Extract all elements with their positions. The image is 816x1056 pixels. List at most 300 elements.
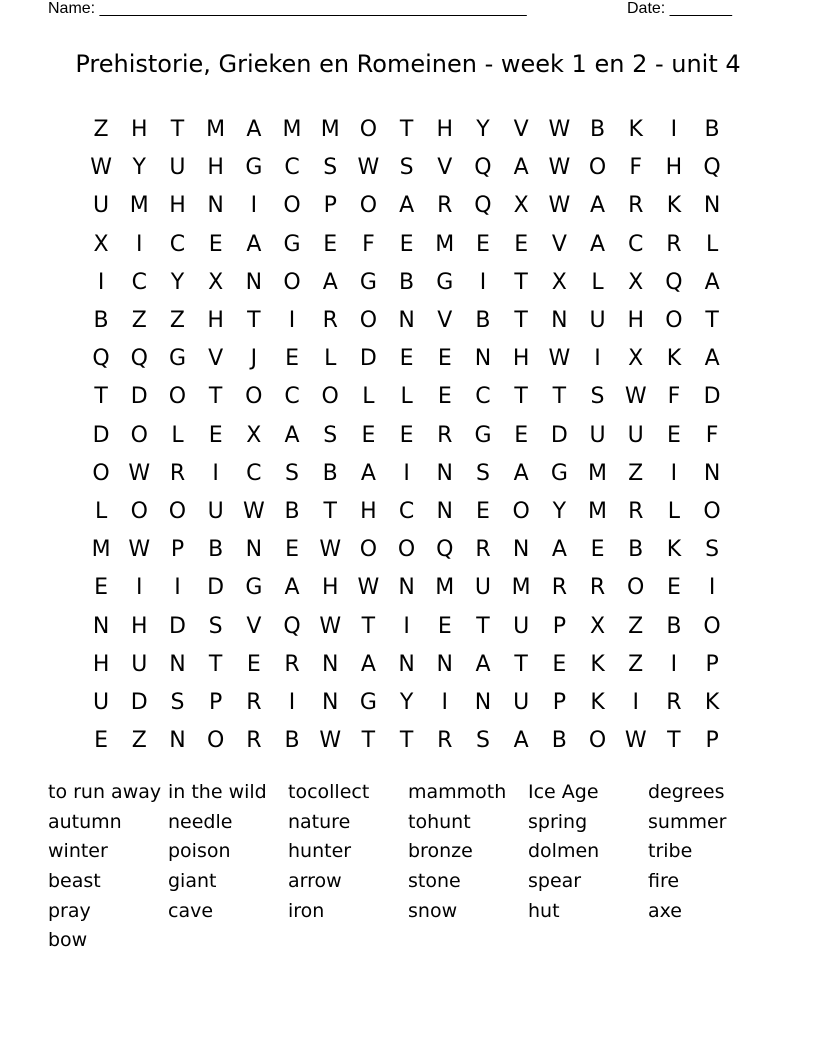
grid-cell[interactable]: N [436, 651, 454, 677]
grid-cell[interactable]: Z [628, 651, 644, 677]
word-list-item: winter [48, 840, 108, 863]
grid-cell[interactable]: I [594, 346, 601, 372]
grid-cell[interactable]: I [136, 575, 143, 601]
word-list-item: degrees [648, 781, 725, 803]
grid-cell[interactable]: O [206, 728, 225, 754]
grid-cell[interactable]: E [361, 422, 376, 448]
grid-cell[interactable]: N [474, 689, 492, 715]
grid-cell[interactable]: E [399, 422, 414, 448]
grid-cell[interactable]: T [514, 269, 528, 295]
grid-cell[interactable]: J [250, 346, 258, 372]
grid-cell[interactable]: B [551, 728, 567, 754]
grid-row [82, 684, 731, 722]
grid-cell[interactable]: I [441, 689, 449, 715]
grid-cell[interactable]: E [437, 384, 452, 410]
grid-cell[interactable]: O [283, 193, 301, 219]
grid-cell[interactable]: E [399, 231, 414, 257]
grid-cell[interactable]: F [629, 155, 643, 181]
grid-cell[interactable]: R [284, 651, 300, 677]
grid-cell[interactable]: P [552, 689, 566, 715]
grid-cell[interactable]: E [552, 651, 567, 677]
grid-cell[interactable]: H [627, 308, 644, 334]
grid-cell[interactable]: D [130, 384, 148, 410]
grid-cell[interactable]: Q [474, 155, 492, 181]
grid-cell[interactable]: U [169, 155, 186, 181]
grid-cell[interactable]: E [285, 346, 299, 372]
grid-cell[interactable]: Q [474, 193, 492, 219]
grid-cell[interactable]: X [551, 269, 567, 295]
grid-cell[interactable]: E [323, 231, 338, 257]
grid-cell[interactable]: B [399, 269, 415, 295]
grid-cell[interactable]: S [170, 689, 185, 715]
grid-cell[interactable]: X [93, 231, 109, 257]
grid-cell[interactable]: T [514, 384, 528, 410]
grid-cell[interactable]: G [474, 422, 492, 448]
grid-cell[interactable]: E [514, 422, 529, 448]
grid-cell[interactable]: G [245, 155, 263, 181]
grid-cell[interactable]: N [245, 269, 263, 295]
grid-cell[interactable]: G [245, 575, 263, 601]
grid-cell[interactable]: T [514, 651, 528, 677]
grid-cell[interactable]: X [513, 193, 529, 219]
grid-cell[interactable]: A [513, 460, 529, 486]
grid-cell[interactable]: X [628, 346, 644, 372]
grid-cell[interactable]: A [246, 231, 262, 257]
grid-cell[interactable]: Z [131, 308, 147, 334]
grid-cell[interactable]: T [208, 651, 223, 677]
grid-cell[interactable]: K [704, 689, 720, 715]
grid-cell[interactable]: T [514, 308, 528, 334]
grid-cell[interactable]: Q [92, 346, 110, 372]
grid-cell[interactable]: X [246, 422, 262, 448]
grid-cell[interactable]: M [91, 537, 111, 563]
grid-cell[interactable]: R [551, 575, 567, 601]
grid-cell[interactable]: O [703, 498, 721, 524]
grid-cell[interactable]: Q [130, 346, 148, 372]
grid-cell[interactable]: W [128, 537, 151, 563]
grid-cell[interactable]: T [94, 384, 108, 410]
grid-cell[interactable]: V [551, 231, 567, 257]
grid-cell[interactable]: N [321, 651, 339, 677]
word-list-item: needle [168, 810, 233, 833]
grid-cell[interactable]: M [129, 193, 149, 219]
grid-cell[interactable]: U [589, 422, 606, 448]
grid-cell[interactable]: O [359, 117, 378, 143]
grid-cell[interactable]: A [399, 193, 415, 219]
grid-cell[interactable]: U [589, 308, 606, 334]
grid-cell[interactable]: A [284, 575, 300, 601]
grid-cell[interactable]: N [512, 537, 530, 563]
grid-cell[interactable]: Z [131, 728, 147, 754]
grid-cell[interactable]: H [321, 575, 339, 601]
grid-cell[interactable]: W [624, 384, 647, 410]
grid-cell[interactable]: Y [170, 269, 185, 295]
grid-cell[interactable]: G [168, 346, 186, 372]
grid-cell[interactable]: N [398, 575, 415, 601]
grid-cell[interactable]: T [399, 728, 414, 754]
grid-cell[interactable]: V [437, 308, 453, 334]
grid-cell[interactable]: E [94, 575, 109, 601]
grid-cell[interactable]: U [474, 575, 492, 601]
grid-cell[interactable]: G [436, 269, 454, 295]
grid-cell[interactable]: P [705, 728, 719, 754]
grid-cell[interactable]: E [476, 498, 490, 524]
worksheet-header [48, 0, 748, 20]
grid-cell[interactable]: I [136, 231, 143, 257]
grid-cell[interactable]: W [319, 728, 342, 754]
grid-cell[interactable]: Z [93, 117, 109, 143]
grid-cell[interactable]: O [92, 460, 110, 486]
grid-cell[interactable]: O [130, 498, 148, 524]
grid-cell[interactable]: S [399, 155, 414, 181]
grid-cell[interactable]: Z [628, 613, 644, 639]
grid-cell[interactable]: T [208, 384, 223, 410]
grid-cell[interactable]: W [357, 155, 380, 181]
grid-cell[interactable]: A [551, 537, 567, 563]
grid-cell[interactable]: B [628, 537, 644, 563]
grid-cell[interactable]: E [666, 575, 681, 601]
grid-cell[interactable]: W [624, 728, 647, 754]
grid-cell[interactable]: D [207, 575, 225, 601]
grid-cell[interactable]: S [475, 728, 490, 754]
grid-cell[interactable]: Z [169, 308, 185, 334]
grid-cell[interactable]: E [437, 613, 452, 639]
grid-cell[interactable]: G [550, 460, 568, 486]
grid-cell[interactable]: O [359, 537, 378, 563]
grid-cell[interactable]: T [323, 498, 337, 524]
grid-cell[interactable]: H [131, 117, 148, 143]
grid-cell[interactable]: H [207, 308, 224, 334]
grid-cell[interactable]: P [705, 651, 719, 677]
grid-cell[interactable]: I [670, 460, 678, 486]
grid-cell[interactable]: U [93, 689, 110, 715]
grid-cell[interactable]: L [400, 384, 413, 410]
grid-cell[interactable]: T [667, 728, 681, 754]
grid-cell[interactable]: A [475, 651, 491, 677]
grid-cell[interactable]: H [169, 193, 186, 219]
word-list-item: tohunt [408, 810, 471, 833]
grid-cell[interactable]: A [513, 728, 529, 754]
grid-cell[interactable]: E [476, 231, 490, 257]
grid-cell[interactable]: B [208, 537, 224, 563]
grid-cell[interactable]: S [323, 155, 338, 181]
grid-cell[interactable]: C [628, 231, 644, 257]
grid-cell[interactable]: I [403, 460, 410, 486]
grid-cell[interactable]: O [665, 308, 683, 334]
grid-cell[interactable]: R [666, 231, 682, 257]
grid-cell[interactable]: O [703, 613, 721, 639]
grid-cell[interactable]: E [514, 231, 529, 257]
grid-cell[interactable]: O [627, 575, 645, 601]
grid-cell[interactable]: N [436, 498, 454, 524]
grid-cell[interactable]: O [321, 384, 339, 410]
grid-cell[interactable]: R [628, 498, 644, 524]
grid-cell[interactable]: N [169, 728, 186, 754]
grid-cell[interactable]: R [589, 575, 606, 601]
grid-cell[interactable]: P [209, 689, 223, 715]
grid-cell[interactable]: I [212, 460, 219, 486]
grid-cell[interactable]: A [704, 346, 720, 372]
grid-cell[interactable]: G [359, 269, 377, 295]
grid-cell[interactable]: T [705, 308, 719, 334]
grid-cell[interactable]: H [436, 117, 454, 143]
grid-cell[interactable]: C [169, 231, 186, 257]
grid-cell[interactable]: M [435, 231, 455, 257]
grid-cell[interactable]: U [93, 193, 110, 219]
grid-cell[interactable]: D [703, 384, 721, 410]
grid-cell[interactable]: L [705, 231, 719, 257]
grid-cell[interactable]: I [288, 308, 296, 334]
grid-cell[interactable]: W [548, 155, 571, 181]
grid-cell[interactable]: R [666, 689, 682, 715]
grid-cell[interactable]: I [670, 651, 678, 677]
grid-cell[interactable]: M [511, 575, 531, 601]
grid-cell[interactable]: E [666, 422, 681, 448]
grid-cell[interactable]: W [548, 346, 571, 372]
grid-cell[interactable]: A [360, 651, 376, 677]
grid-cell[interactable]: S [590, 384, 605, 410]
grid-cell[interactable]: I [708, 575, 716, 601]
grid-cell[interactable]: G [359, 689, 377, 715]
grid-cell[interactable]: P [170, 537, 185, 563]
grid-cell[interactable]: W [242, 498, 265, 524]
word-list-item: beast [48, 870, 101, 893]
grid-cell[interactable]: B [475, 308, 491, 334]
grid-cell[interactable]: B [284, 498, 300, 524]
grid-cell[interactable]: V [208, 346, 224, 372]
grid-cell[interactable]: U [207, 498, 224, 524]
grid-cell[interactable]: Q [665, 269, 683, 295]
grid-cell[interactable]: D [92, 422, 110, 448]
grid-cell[interactable]: L [171, 422, 184, 448]
grid-cell[interactable]: Q [283, 613, 301, 639]
grid-cell[interactable]: Z [628, 460, 644, 486]
grid-cell[interactable]: H [360, 498, 377, 524]
grid-cell[interactable]: P [323, 193, 337, 219]
grid-cell[interactable]: K [666, 537, 682, 563]
grid-cell[interactable]: T [399, 117, 414, 143]
grid-cell[interactable]: E [208, 422, 223, 448]
grid-cell[interactable]: F [705, 422, 719, 448]
grid-cell[interactable]: N [551, 308, 568, 334]
grid-cell[interactable]: B [322, 460, 338, 486]
grid-cell[interactable]: N [703, 460, 721, 486]
grid-cell[interactable]: V [246, 613, 262, 639]
grid-cell[interactable]: K [666, 346, 682, 372]
grid-cell[interactable]: Y [552, 498, 567, 524]
grid-cell[interactable]: O [168, 498, 187, 524]
grid-cell[interactable]: I [250, 193, 258, 219]
grid-cell[interactable]: M [588, 498, 608, 524]
grid-cell[interactable]: S [705, 537, 720, 563]
word-list-item: giant [168, 870, 217, 893]
grid-cell[interactable]: B [93, 308, 109, 334]
grid-cell[interactable]: R [628, 193, 644, 219]
grid-cell[interactable]: C [284, 155, 300, 181]
grid-cell[interactable]: C [475, 384, 491, 410]
grid-cell[interactable]: M [282, 117, 302, 143]
grid-cell[interactable]: L [667, 498, 681, 524]
grid-cell[interactable]: H [207, 155, 224, 181]
grid-cell[interactable]: R [246, 728, 262, 754]
grid-cell[interactable]: A [704, 269, 720, 295]
grid-cell[interactable]: I [479, 269, 487, 295]
word-list-item: in the wild [168, 781, 267, 803]
grid-cell[interactable]: C [246, 460, 262, 486]
grid-cell[interactable]: O [130, 422, 148, 448]
grid-cell[interactable]: K [666, 193, 682, 219]
grid-cell[interactable]: B [589, 117, 606, 143]
grid-cell[interactable]: R [475, 537, 491, 563]
grid-cell[interactable]: N [398, 651, 415, 677]
grid-cell[interactable]: O [359, 308, 378, 334]
grid-cell[interactable]: I [403, 613, 410, 639]
grid-cell[interactable]: V [513, 117, 529, 143]
grid-cell[interactable]: A [360, 460, 376, 486]
grid-cell[interactable]: N [245, 537, 263, 563]
grid-cell[interactable]: D [359, 346, 377, 372]
grid-cell[interactable]: N [321, 689, 339, 715]
grid-cell[interactable]: Y [132, 155, 146, 181]
grid-cell[interactable]: R [437, 193, 453, 219]
grid-cell[interactable]: O [245, 384, 263, 410]
grid-cell[interactable]: X [208, 269, 224, 295]
grid-cell[interactable]: E [94, 728, 109, 754]
grid-cell[interactable]: W [357, 575, 380, 601]
grid-cell[interactable]: R [169, 460, 186, 486]
grid-cell[interactable]: I [174, 575, 181, 601]
grid-cell[interactable]: M [206, 117, 226, 143]
grid-cell[interactable]: L [324, 346, 337, 372]
grid-cell[interactable]: M [588, 460, 608, 486]
grid-cell[interactable]: H [665, 155, 683, 181]
grid-cell[interactable]: G [283, 231, 301, 257]
grid-cell[interactable]: W [128, 460, 151, 486]
grid-cell[interactable]: I [288, 689, 296, 715]
grid-cell[interactable]: N [703, 193, 721, 219]
grid-cell[interactable]: R [246, 689, 262, 715]
grid-cell[interactable]: N [169, 651, 186, 677]
grid-cell[interactable]: E [208, 231, 223, 257]
grid-cell[interactable]: W [548, 117, 571, 143]
grid-cell[interactable]: W [90, 155, 112, 181]
grid-row [82, 340, 731, 378]
grid-cell[interactable]: A [246, 117, 262, 143]
grid-cell[interactable]: X [589, 613, 606, 639]
grid-cell[interactable]: L [94, 498, 108, 524]
grid-cell[interactable]: E [285, 537, 299, 563]
grid-cell[interactable]: Q [703, 155, 721, 181]
grid-cell[interactable]: A [590, 231, 606, 257]
grid-cell[interactable]: T [361, 613, 376, 639]
grid-cell[interactable]: A [322, 269, 338, 295]
grid-cell[interactable]: W [319, 537, 342, 563]
grid-cell[interactable]: T [552, 384, 567, 410]
grid-cell[interactable]: U [513, 689, 530, 715]
grid-cell[interactable]: F [362, 231, 375, 257]
grid-cell[interactable]: T [361, 728, 376, 754]
grid-cell[interactable]: N [207, 193, 224, 219]
grid-cell[interactable]: M [435, 575, 455, 601]
grid-cell[interactable]: S [323, 422, 338, 448]
grid-cell[interactable]: O [283, 269, 301, 295]
grid-cell[interactable]: W [319, 613, 342, 639]
grid-cell[interactable]: N [92, 613, 110, 639]
grid-cell[interactable]: P [552, 613, 566, 639]
grid-cell[interactable]: H [92, 651, 110, 677]
grid-cell[interactable]: S [475, 460, 490, 486]
grid-cell[interactable]: O [512, 498, 530, 524]
grid-cell[interactable]: O [588, 728, 607, 754]
grid-cell[interactable]: O [397, 537, 416, 563]
grid-cell[interactable]: K [590, 651, 605, 677]
grid-cell[interactable]: O [359, 193, 378, 219]
grid-cell[interactable]: S [208, 613, 223, 639]
grid-cell[interactable]: E [399, 346, 414, 372]
grid-cell[interactable]: D [550, 422, 568, 448]
grid-cell[interactable]: U [513, 613, 530, 639]
grid-cell[interactable]: S [285, 460, 300, 486]
grid-cell[interactable]: I [670, 117, 678, 143]
grid-cell[interactable]: T [170, 117, 185, 143]
grid-cell[interactable]: C [398, 498, 415, 524]
grid-cell[interactable]: R [437, 728, 453, 754]
grid-cell[interactable]: K [590, 689, 605, 715]
grid-cell[interactable]: X [628, 269, 644, 295]
grid-cell[interactable]: B [704, 117, 720, 143]
grid-cell[interactable]: N [436, 460, 454, 486]
grid-cell[interactable]: A [590, 193, 606, 219]
grid-cell[interactable]: N [474, 346, 492, 372]
grid-cell[interactable]: U [627, 422, 644, 448]
grid-cell[interactable]: H [131, 613, 148, 639]
grid-cell[interactable]: D [130, 689, 148, 715]
grid-cell[interactable]: B [284, 728, 300, 754]
grid-cell[interactable]: E [246, 651, 261, 677]
grid-cell[interactable]: A [284, 422, 300, 448]
grid-cell[interactable]: E [590, 537, 605, 563]
grid-cell[interactable]: M [320, 117, 340, 143]
grid-cell[interactable]: Y [476, 117, 490, 143]
grid-cell[interactable]: D [168, 613, 186, 639]
grid-cell[interactable]: W [548, 193, 571, 219]
grid-cell[interactable]: T [247, 308, 261, 334]
grid-cell[interactable]: B [666, 613, 682, 639]
grid-cell[interactable]: U [131, 651, 148, 677]
grid-cell[interactable]: E [437, 346, 452, 372]
grid-cell[interactable]: R [437, 422, 453, 448]
grid-cell[interactable]: T [476, 613, 490, 639]
grid-cell[interactable]: C [284, 384, 300, 410]
grid-cell[interactable]: A [513, 155, 529, 181]
grid-cell[interactable]: C [131, 269, 147, 295]
grid-cell[interactable]: H [512, 346, 530, 372]
grid-cell[interactable]: R [322, 308, 338, 334]
grid-cell[interactable]: O [588, 155, 607, 181]
grid-cell[interactable]: L [591, 269, 604, 295]
grid-cell[interactable]: N [398, 308, 415, 334]
grid-cell[interactable]: K [628, 117, 643, 143]
grid-cell[interactable]: F [667, 384, 681, 410]
grid-cell[interactable]: V [437, 155, 453, 181]
grid-cell[interactable]: L [362, 384, 375, 410]
grid-cell[interactable]: Y [399, 689, 414, 715]
grid-cell[interactable]: Q [436, 537, 454, 563]
word-list-item: axe [648, 899, 682, 922]
grid-cell[interactable]: I [632, 689, 639, 715]
grid-cell[interactable]: I [97, 269, 105, 295]
grid-cell[interactable]: O [168, 384, 187, 410]
